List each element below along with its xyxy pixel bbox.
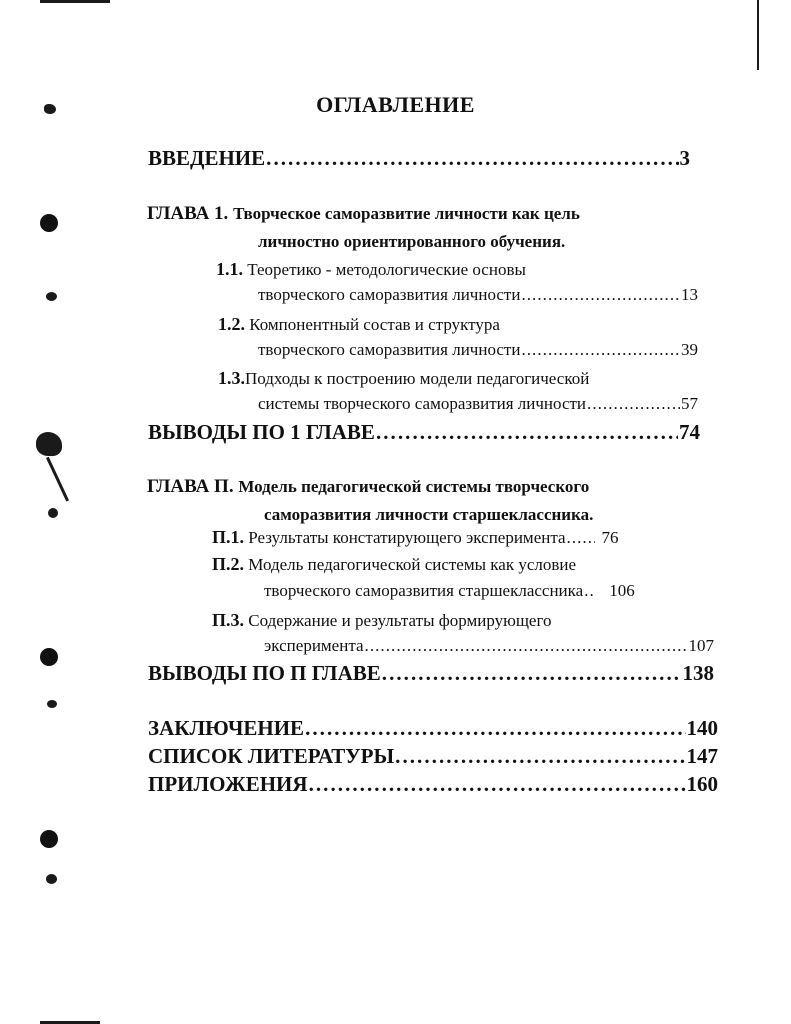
section-title-continuation: творческого саморазвития личности: [258, 285, 521, 304]
toc-leader: [584, 581, 596, 601]
toc-leader: [305, 716, 685, 741]
toc-page-number: 74: [679, 420, 700, 444]
section-title: Содержание и результаты формирующего: [248, 611, 552, 630]
scan-top-edge: [40, 0, 110, 3]
punch-hole: [40, 214, 58, 232]
section-1-2: [218, 314, 500, 335]
section-number: 1.3.: [218, 368, 245, 388]
section-1-1: [216, 259, 526, 280]
chapter-title: Творческое саморазвитие личности как цель: [233, 204, 580, 223]
section-1-1-line2: [258, 285, 698, 305]
toc-leader: [521, 340, 680, 360]
toc-leader: [365, 636, 688, 656]
toc-page-number: 3: [679, 146, 690, 170]
toc-entry-label: ВЫВОДЫ ПО П ГЛАВЕ: [148, 661, 381, 685]
punch-mark: [46, 292, 57, 301]
toc-entry-label: ЗАКЛЮЧЕНИЕ: [148, 716, 305, 740]
toc-entry-label: ПРИЛОЖЕНИЯ: [148, 772, 308, 796]
punch-mark: [46, 874, 57, 884]
section-title: Подходы к построению модели педагогической: [245, 369, 590, 388]
punch-mark: [36, 432, 62, 456]
toc-leader: [382, 661, 682, 686]
punch-mark: [46, 457, 69, 502]
toc-page-number: 107: [688, 636, 714, 655]
toc-entry-conclusion: [148, 716, 718, 741]
section-title-continuation: системы творческого саморазвития личности: [258, 394, 587, 413]
section-2-3: [212, 610, 552, 631]
chapter-title: Модель педагогической системы творческого: [238, 477, 590, 496]
toc-page-number: 160: [686, 772, 718, 796]
section-number: 1.1.: [216, 259, 243, 279]
section-title-continuation: творческого саморазвития старшеклассника: [264, 581, 584, 600]
toc-entry-label: ВВЕДЕНИЕ: [148, 146, 266, 170]
section-2-2: [212, 554, 576, 575]
toc-entry-appendices: [148, 772, 718, 797]
toc-entry-chapter-1-conclusion: [148, 420, 700, 445]
toc-entry-references: [148, 744, 718, 769]
section-number: П.3.: [212, 610, 245, 630]
punch-hole: [40, 648, 58, 666]
section-title: Теоретико - методологические основы: [247, 260, 526, 279]
toc-page-number: 106: [609, 581, 635, 600]
section-title: Модель педагогической системы как условие: [248, 555, 577, 574]
chapter-title-continuation: личностно ориентированного обучения.: [258, 232, 566, 251]
chapter-1-heading: [147, 203, 580, 225]
toc-entry-intro: [148, 146, 690, 171]
punch-hole: [40, 830, 58, 848]
section-title: Результаты констатирующего эксперимента: [248, 528, 566, 547]
toc-leader: [521, 285, 680, 305]
toc-page-number: 140: [686, 716, 718, 740]
section-2-1: [212, 527, 704, 548]
toc-leader: [376, 420, 678, 445]
toc-leader: [309, 772, 686, 797]
section-number: 1.2.: [218, 314, 245, 334]
section-title-continuation: эксперимента: [264, 636, 364, 655]
section-title: Компонентный состав и структура: [249, 315, 500, 334]
chapter-title-continuation: саморазвития личности старшеклассника.: [264, 505, 594, 524]
section-1-2-line2: [258, 340, 698, 360]
toc-page-number: 39: [681, 340, 698, 359]
toc-page-number: 147: [686, 744, 718, 768]
toc-entry-chapter-2-conclusion: [148, 661, 714, 686]
section-number: П.1.: [212, 527, 245, 547]
section-number: П.2.: [212, 554, 245, 574]
chapter-2-heading: [147, 476, 589, 498]
punch-mark: [48, 508, 58, 518]
toc-page-number: 76: [601, 528, 619, 547]
section-1-3-line2: [258, 394, 698, 414]
toc-page-number: 138: [682, 661, 714, 685]
toc-leader: [395, 744, 685, 769]
toc-leader: [587, 394, 680, 414]
chapter-label: ГЛАВА 1.: [147, 203, 229, 224]
section-2-3-line2: [264, 636, 714, 656]
punch-mark: [47, 700, 57, 708]
toc-entry-label: ВЫВОДЫ ПО 1 ГЛАВЕ: [148, 420, 375, 444]
page-title: ОГЛАВЛЕНИЕ: [316, 92, 475, 117]
section-title-continuation: творческого саморазвития личности: [258, 340, 521, 359]
toc-page-number: 57: [681, 394, 698, 413]
chapter-label: ГЛАВА П.: [147, 476, 234, 497]
toc-page-number: 13: [681, 285, 698, 304]
toc-entry-label: СПИСОК ЛИТЕРАТУРЫ: [148, 744, 395, 768]
scan-right-edge: [757, 0, 759, 70]
section-1-3: [218, 368, 589, 389]
toc-leader: [567, 528, 595, 548]
section-2-2-line2: [264, 581, 710, 601]
toc-leader: [266, 146, 678, 171]
